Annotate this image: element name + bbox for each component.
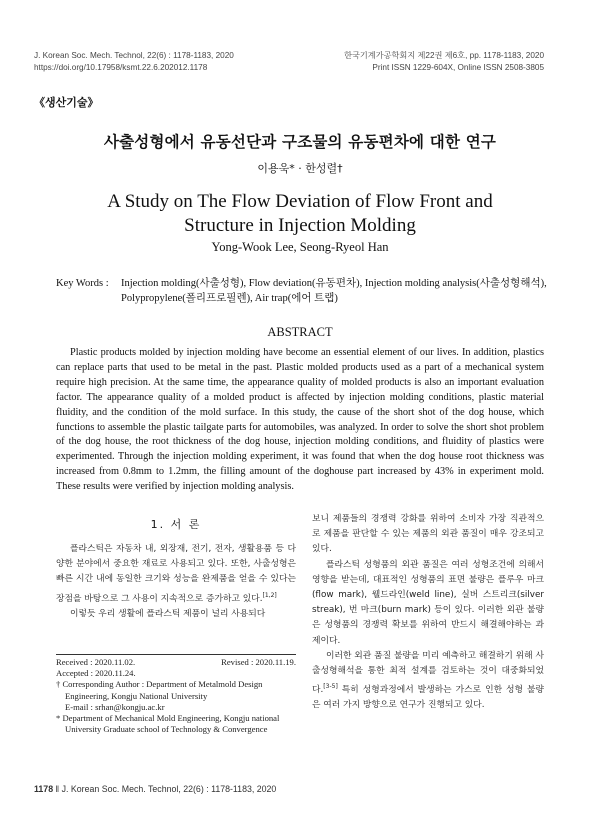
- category-label: 《생산기술》: [34, 96, 99, 109]
- left-column-text: [56, 542, 296, 622]
- affiliation-1: * Department of Mechanical Mold Engineering, Kongju national: [56, 713, 280, 723]
- authors-korean: 이용욱* · 한성렬†: [257, 162, 343, 175]
- title-korean: 사출성형에서 유동선단과 구조물의 유동편차에 대한 연구: [103, 133, 497, 151]
- received-date: Received : 2020.11.02.: [56, 657, 136, 667]
- right-paragraph-3a: 이러한 외관 품질 불량을 미리 예측하고 해결하기 위해 사출성형해석을 통한 최적 설계를 검토하는 것이 대중화되었다.: [312, 650, 544, 696]
- page-number: 1178: [34, 784, 54, 794]
- intro-paragraph-1: [56, 542, 296, 607]
- issn: Print ISSN 1229-604X, Online ISSN 2508-3805: [372, 63, 544, 72]
- title-english: [0, 190, 600, 238]
- abstract-body: Plastic products molded by injection molding have become an essential element of our lives. In addition, plastics can replace parts that used to be metal in the past. Plastic molded products used as a part of a mechanical system require high precision. At the same time, the appearance quality of molded products is also an important evaluation factor. The appearance quality of a molded product is affected by injection molding conditions, plastic material fluidity, and the condition of the mold surface. In this study, the cause of the short shot of the dog house, which functions to assemble the plastic tailgate parts for automobiles, was analyzed. In order to solve the short shot problem of the dog house, the root thickness of the dog house, injection molding conditions, and fluidity of plastics were experimented. Through the injection molding experiment, it was found that when the dog house root thickness was increased from 0.8mm to 1.2mm, the filling amount of the doghouse part increased by 43% in experiment mold. These results were verified by injection molding analysis.: [56, 347, 544, 493]
- intro-paragraph-1-text: 플라스틱은 자동차 내, 외장재, 전기, 전자, 생활용품 등 다양한 분야에서 중요한 재료로 사용되고 있다. 또한, 사출성형은 빠른 시간 내에 동일한 크기와 성능을 완제품을 얻을 수 있다는 장점을 바탕으로 그 사용이 지속적으로 증가하고 있다.: [56, 544, 296, 604]
- keywords-line2: Polypropylene(폴리프로필렌), Air trap(에어 트랩): [121, 293, 338, 304]
- title-english-line1: A Study on The Flow Deviation of Flow Front and: [107, 191, 493, 212]
- right-paragraph-1: 보니 제품들의 경쟁력 강화를 위하여 소비자 가장 직관적으로 제품을 판단할 수 있는 제품의 외관 품질이 매우 강조되고 있다.: [312, 514, 544, 555]
- author-email[interactable]: E-mail : srhan@kongju.ac.kr: [65, 701, 165, 712]
- journal-citation-korean: 한국기계가공학회지 제22권 제6호, pp. 1178-1183, 2020: [344, 51, 544, 60]
- received-revised-line: [56, 657, 296, 668]
- page-footer: [34, 784, 276, 794]
- journal-citation: J. Korean Soc. Mech. Technol, 22(6) : 1178-1183, 2020: [34, 51, 234, 60]
- footer-citation: J. Korean Soc. Mech. Technol, 22(6) : 1178-1183, 2020: [61, 784, 277, 794]
- footnotes: [56, 657, 296, 735]
- revised-date: Revised : 2020.11.19.: [221, 657, 296, 667]
- right-paragraph-3: [312, 649, 544, 714]
- keywords-label: Key Words :: [56, 278, 109, 289]
- accepted-date: Accepted : 2020.11.24.: [56, 668, 136, 679]
- footer-separator: ‖: [55, 784, 62, 794]
- corresponding-author-2: Engineering, Kongju National University: [65, 690, 208, 701]
- citation-ref-3-5: [3-5]: [323, 683, 338, 691]
- authors-english: Yong-Wook Lee, Seong-Ryeol Han: [211, 240, 389, 254]
- footnote-divider: [56, 654, 296, 655]
- abstract-heading: ABSTRACT: [267, 325, 333, 339]
- right-column-text: [312, 512, 544, 714]
- section-heading-introduction: 1. 서 론: [150, 518, 202, 531]
- right-paragraph-2: 플라스틱 성형품의 외관 품질은 여러 성형조건에 의해서 영향을 받는데, 대표적인 성형품의 표면 불량은 플루우 마크(flow mark), 웰드라인(weld line), 실버 스트리크(silver streak), 번 마크(burn mark) 등이 있다. 이러한 외관 불량은 성형품의 경쟁력 확보를 위하여 반드시 해결해야하는 과제이다.: [312, 559, 544, 646]
- doi-link[interactable]: https://doi.org/10.17958/ksmt.22.6.202012.1178: [34, 63, 208, 72]
- keywords-list: [121, 276, 561, 306]
- corresponding-author-1: † Corresponding Author : Department of Metalmold Design: [56, 679, 263, 690]
- right-paragraph-3b: 특히 성형과정에서 발생하는 가스로 인한 성형 불량은 여러 가지 방향으로 연구가 진행되고 있다.: [312, 685, 544, 711]
- keywords-line1: Injection molding(사출성형), Flow deviation(유동편차), Injection molding analysis(사출성형해석),: [121, 278, 547, 289]
- title-english-line2: Structure in Injection Molding: [184, 215, 416, 236]
- affiliation-2: University Graduate school of Technology & Convergence: [65, 724, 268, 735]
- citation-ref: [1,2]: [262, 591, 277, 599]
- intro-paragraph-2: 이렇듯 우리 생활에 플라스틱 제품이 널리 사용되다: [70, 608, 266, 619]
